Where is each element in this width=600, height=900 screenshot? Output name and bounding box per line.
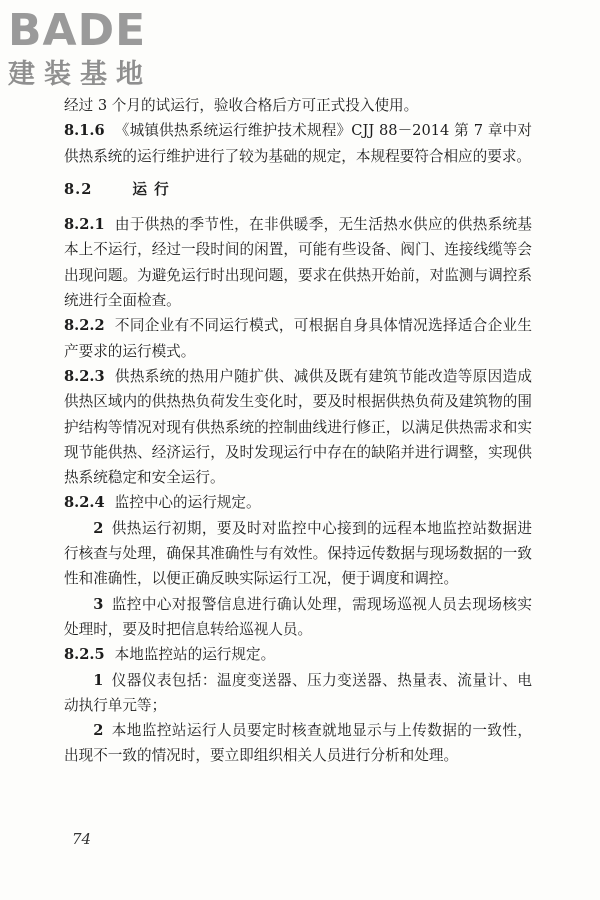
clause-number: 8.2.3: [64, 367, 105, 385]
item-text: 供热运行初期，要及时对监控中心接到的远程本地监控站数据进行核查与处理，确保其准确性与有效性。保持远传数据与现场数据的一致性和准确性，以便正确反映实际运行工况，便于调度和调控。: [64, 519, 532, 588]
clause-text: 《城镇供热系统运行维护技术规程》CJJ 88－2014 第 7 章中对供热系统的运行维护进行了较为基础的规定，本规程要符合相应的要求。: [64, 122, 532, 165]
clause-8-2-5-item-2: [64, 718, 532, 769]
clause-text: 本地监控站的运行规定。: [114, 646, 276, 664]
section-heading: [64, 177, 532, 202]
section-number: 8.2: [64, 180, 93, 198]
clause-8-1-6: [64, 118, 532, 169]
paragraph-continued: [64, 93, 532, 118]
clause-8-2-2: [64, 313, 532, 364]
clause-number: 8.2.1: [64, 216, 105, 234]
item-number: 2: [93, 722, 104, 740]
clause-8-2-4: [64, 490, 532, 515]
clause-text: 不同企业有不同运行模式，可根据自身具体情况选择适合企业生产要求的运行模式。: [64, 317, 532, 360]
item-number: 3: [93, 595, 104, 613]
paragraph-text: 经过 3 个月的试运行，验收合格后方可正式投入使用。: [64, 97, 419, 114]
page-body: [64, 93, 532, 769]
clause-text: 供热系统的热用户随扩供、减供及既有建筑节能改造等原因造成供热区域内的供热热负荷发生变化时，要及时根据供热负荷及建筑物的围护结构等情况对现有供热系统的控制曲线进行修正，以满足供热需求和实现节能供热、经济运行，及时发现运行中存在的缺陷并进行调整，实现供热系统稳定和安全运行。: [64, 367, 532, 487]
item-text: 仪器仪表包括：温度变送器、压力变送器、热量表、流量计、电动执行单元等；: [64, 671, 532, 714]
clause-number: 8.2.4: [64, 494, 105, 512]
clause-8-2-4-item-2: [64, 516, 532, 592]
clause-8-2-3: [64, 364, 532, 490]
section-title: 运 行: [132, 180, 170, 198]
clause-text: 监控中心的运行规定。: [114, 494, 261, 512]
clause-8-2-4-item-3: [64, 592, 532, 643]
bade-logo: [8, 6, 183, 92]
logo-chinese-name: 建装基地: [8, 59, 152, 90]
page-number: 74: [72, 830, 92, 848]
clause-8-2-5: [64, 642, 532, 667]
clause-8-2-5-item-1: [64, 668, 532, 719]
item-number: 2: [93, 519, 104, 537]
item-text: 监控中心对报警信息进行确认处理，需现场巡视人员去现场核实处理时，要及时把信息转给巡视人员。: [64, 595, 532, 638]
clause-number: 8.2.5: [64, 646, 105, 664]
item-number: 1: [93, 671, 104, 689]
clause-number: 8.1.6: [64, 122, 105, 140]
logo-wordmark: BADE: [8, 5, 147, 56]
clause-text: 由于供热的季节性，在非供暖季，无生活热水供应的供热系统基本上不运行，经过一段时间的闲置，可能有些设备、阀门、连接线缆等会出现问题。为避免运行时出现问题，要求在供热开始前，对监测与调控系统进行全面检查。: [64, 216, 532, 310]
clause-8-2-1: [64, 212, 532, 313]
item-text: 本地监控站运行人员要定时核查就地显示与上传数据的一致性，出现不一致的情况时，要立即组织相关人员进行分析和处理。: [64, 722, 532, 765]
clause-number: 8.2.2: [64, 317, 105, 335]
